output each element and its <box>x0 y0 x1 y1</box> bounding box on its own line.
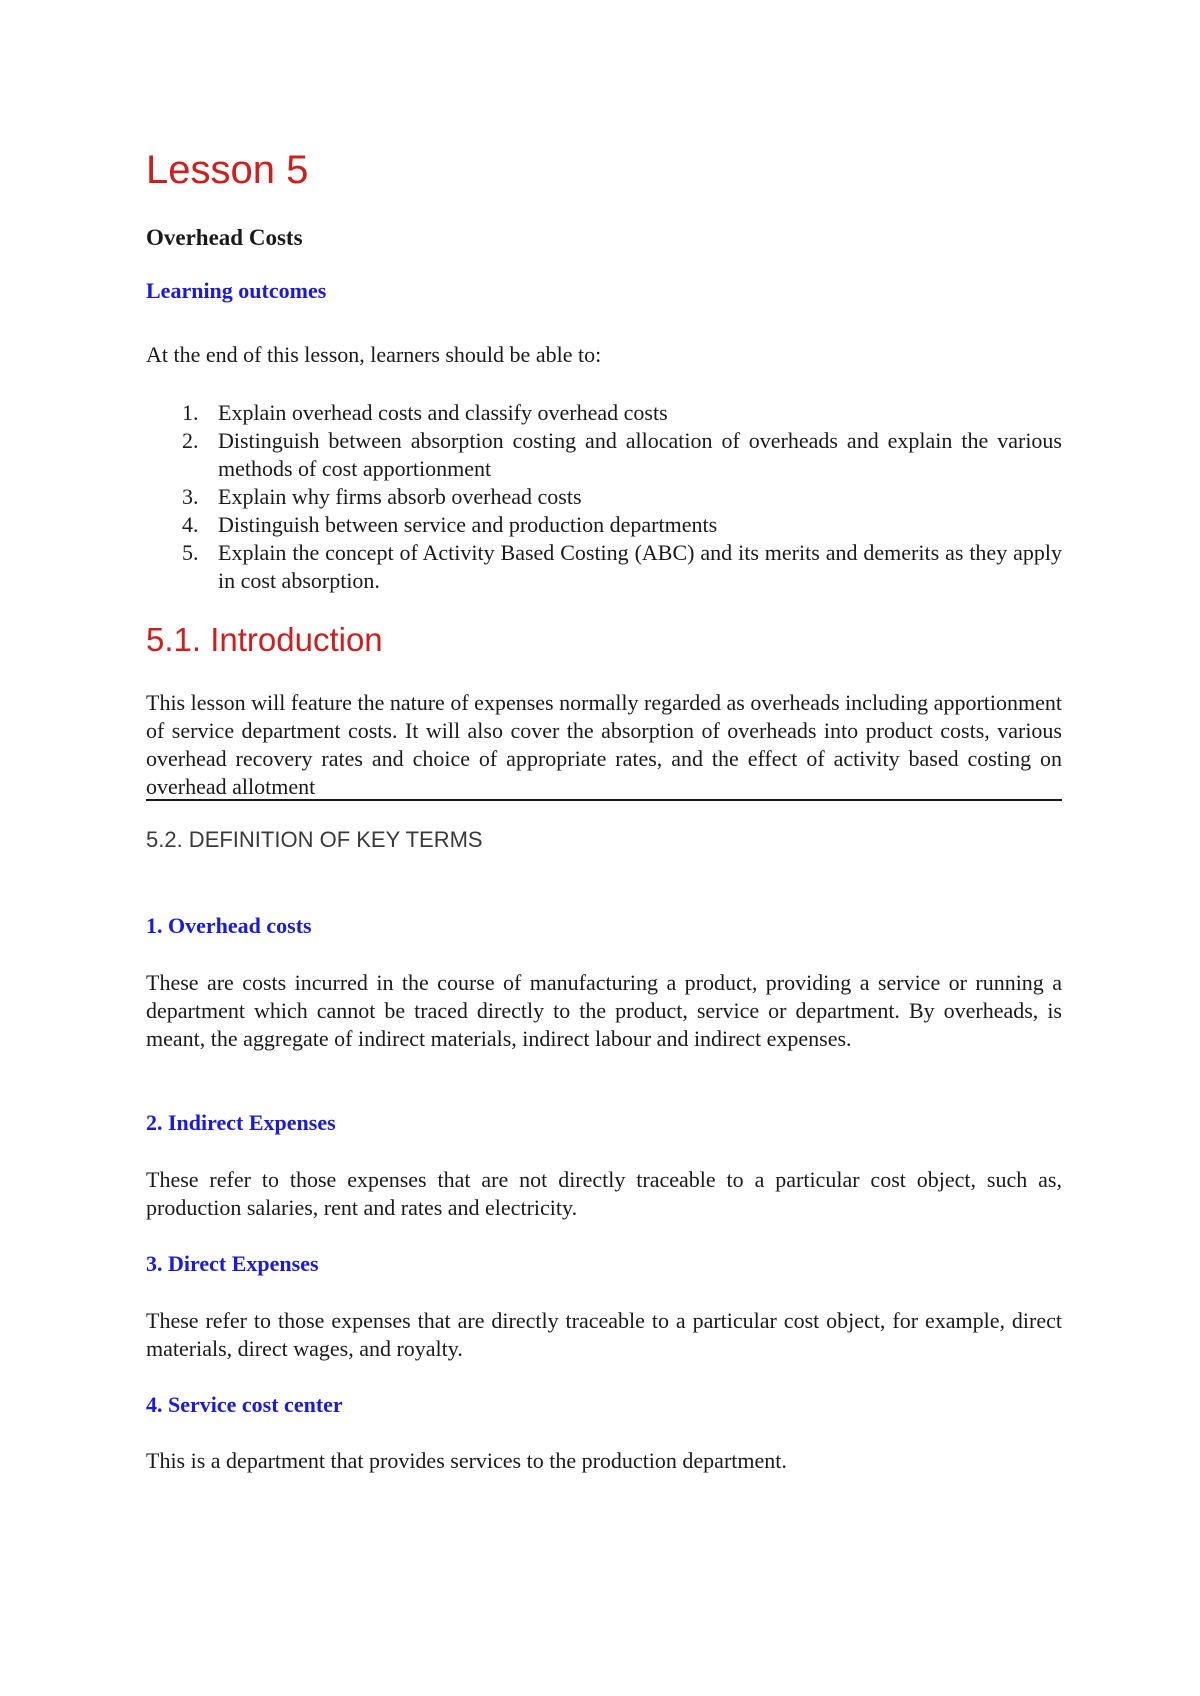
learning-outcomes-heading: Learning outcomes <box>146 278 327 303</box>
list-item-number: 5. <box>182 540 199 565</box>
definitions-heading: 5.2. DEFINITION OF KEY TERMS <box>146 827 483 852</box>
list-item-number: 2. <box>182 428 199 453</box>
term-text-service-cost-center: This is a department that provides services to the production department. <box>146 1448 787 1473</box>
term-title-direct-expenses: 3. Direct Expenses <box>146 1251 319 1276</box>
list-item <box>146 399 1062 427</box>
introduction-heading: 5.1. Introduction <box>146 621 383 658</box>
lesson-subtitle: Overhead Costs <box>146 225 303 250</box>
section-divider <box>146 799 1062 801</box>
list-item-number: 1. <box>182 400 199 425</box>
list-item-number: 4. <box>182 512 199 537</box>
list-item <box>146 539 1062 595</box>
term-text-indirect-expenses: These refer to those expenses that are not directly traceable to a particular cost object, such as, production salaries, rent and rates and electricity. <box>146 1167 1062 1220</box>
list-item-text: Explain the concept of Activity Based Costing (ABC) and its merits and demerits as they apply in cost absorption. <box>218 540 1062 593</box>
introduction-text: This lesson will feature the nature of expenses normally regarded as overheads including apportionment of service department costs. It will also cover the absorption of overheads into product costs, various overhead recovery rates and choice of appropriate rates, and the effect of activity based costing on overhead allotment <box>146 690 1062 799</box>
list-item-number: 3. <box>182 484 199 509</box>
term-text-overhead-costs: These are costs incurred in the course of manufacturing a product, providing a service or running a department which cannot be traced directly to the product, service or department. By overheads, is meant, the aggregate of indirect materials, indirect labour and indirect expenses. <box>146 970 1062 1051</box>
list-item-text: Distinguish between service and production departments <box>218 512 718 537</box>
term-text-direct-expenses: These refer to those expenses that are directly traceable to a particular cost object, for example, direct materials, direct wages, and royalty. <box>146 1308 1062 1361</box>
learning-outcomes-list <box>146 399 1062 595</box>
list-item-text: Explain why firms absorb overhead costs <box>218 484 582 509</box>
term-title-indirect-expenses: 2. Indirect Expenses <box>146 1110 336 1135</box>
term-title-overhead-costs: 1. Overhead costs <box>146 913 312 938</box>
term-title-service-cost-center: 4. Service cost center <box>146 1392 343 1417</box>
list-item-text: Explain overhead costs and classify overhead costs <box>218 400 668 425</box>
list-item-text: Distinguish between absorption costing and allocation of overheads and explain the various methods of cost apportionment <box>218 428 1062 481</box>
learning-outcomes-intro: At the end of this lesson, learners should be able to: <box>146 342 602 367</box>
list-item <box>146 511 1062 539</box>
lesson-title: Lesson 5 <box>146 148 309 192</box>
list-item <box>146 483 1062 511</box>
list-item <box>146 427 1062 483</box>
